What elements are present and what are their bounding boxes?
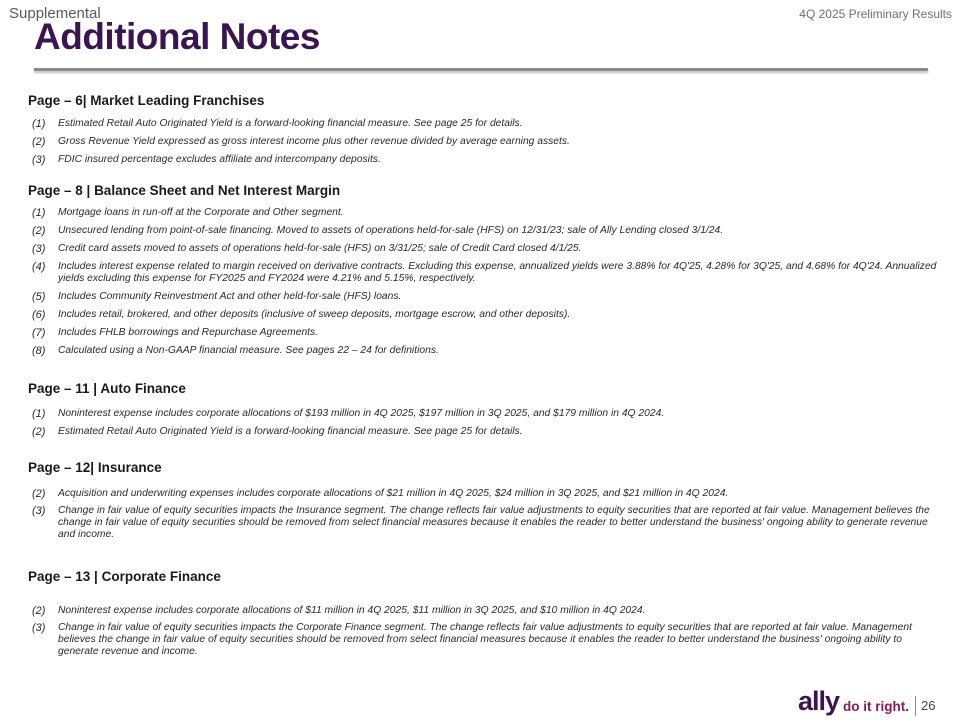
note-item <box>32 426 940 438</box>
page-number: 26 <box>921 698 936 713</box>
logo-tagline: do it right. <box>843 699 909 714</box>
note-text: Change in fair value of equity securities impacts the Insurance segment. The change reflects fair value adjustments to equity securities that are reported at fair value. Management believes the change in fair value of equity securities should be removed from select financial measures because it enables the reader to better understand the business' ongoing ability to generate revenue and income. <box>58 505 930 540</box>
note-item <box>32 291 940 303</box>
note-text: Change in fair value of equity securities impacts the Corporate Finance segment. The change reflects fair value adjustments to equity securities that are reported at fair value. Management believes the change in fair value of equity securities should be removed from select financial measures because it enables the reader to better understand the business' ongoing ability to generate revenue and income. <box>58 622 912 657</box>
note-number: (4) <box>32 261 46 273</box>
note-text: Estimated Retail Auto Originated Yield is a forward-looking financial measure. See page 25 for details. <box>58 118 523 129</box>
title-divider <box>34 68 928 71</box>
note-number: (8) <box>32 345 46 357</box>
note-number: (3) <box>32 243 46 255</box>
note-text: Calculated using a Non-GAAP financial measure. See pages 22 – 24 for definitions. <box>58 345 439 356</box>
note-number: (1) <box>32 118 46 130</box>
section-title-page-12: Page – 12| Insurance <box>28 460 162 475</box>
note-number: (2) <box>32 225 46 237</box>
note-text: Includes FHLB borrowings and Repurchase Agreements. <box>58 327 319 338</box>
note-item <box>32 207 940 219</box>
note-text: Includes Community Reinvestment Act and other held-for-sale (HFS) loans. <box>58 291 402 302</box>
note-text: Noninterest expense includes corporate allocations of $193 million in 4Q 2025, $197 million in 3Q 2025, and $179 million in 4Q 2024. <box>58 408 665 419</box>
note-item <box>32 136 940 148</box>
note-number: (5) <box>32 291 46 303</box>
note-item <box>32 505 940 541</box>
note-item <box>32 408 940 420</box>
note-number: (2) <box>32 426 46 438</box>
note-text: Credit card assets moved to assets of operations held-for-sale (HFS) on 3/31/25; sale of Credit Card closed 4/1/25. <box>58 243 582 254</box>
note-item <box>32 309 940 321</box>
section-title-page-6: Page – 6| Market Leading Franchises <box>28 93 265 108</box>
note-number: (2) <box>32 136 46 148</box>
note-item <box>32 154 940 166</box>
note-text: Includes interest expense related to margin received on derivative contracts. Excluding this expense, annualized yields were 3.88% for 4Q'25, 4.28% for 3Q'25, and 4.68% for 4Q'24. Annualized yields excluding this expense for FY2025 and FY2024 were 4.21% and 5.15%, respectively. <box>58 261 937 284</box>
note-item <box>32 327 940 339</box>
note-item <box>32 243 940 255</box>
note-number: (2) <box>32 605 46 617</box>
note-item <box>32 345 940 357</box>
note-text: Acquisition and underwriting expenses includes corporate allocations of $21 million in 4Q 2025, $24 million in 3Q 2025, and $21 million in 4Q 2024. <box>58 488 729 499</box>
note-item <box>32 118 940 130</box>
note-number: (2) <box>32 488 46 500</box>
note-number: (7) <box>32 327 46 339</box>
report-label: 4Q 2025 Preliminary Results <box>799 7 952 21</box>
footer-divider <box>915 696 916 716</box>
note-item <box>32 488 940 500</box>
note-item <box>32 622 940 658</box>
note-text: Gross Revenue Yield expressed as gross interest income plus other revenue divided by average earning assets. <box>58 136 570 147</box>
note-text: Unsecured lending from point-of-sale financing. Moved to assets of operations held-for-sale (HFS) on 12/31/23; sale of Ally Lending closed 3/1/24. <box>58 225 724 236</box>
note-text: Mortgage loans in run-off at the Corporate and Other segment. <box>58 207 344 218</box>
note-item <box>32 605 940 617</box>
note-item <box>32 225 940 237</box>
section-title-page-13: Page – 13 | Corporate Finance <box>28 569 221 584</box>
note-item <box>32 261 940 285</box>
logo-wordmark: ally <box>798 686 840 716</box>
section-label: Supplemental <box>9 5 101 22</box>
section-title-page-11: Page – 11 | Auto Finance <box>28 381 186 396</box>
note-number: (3) <box>32 622 46 634</box>
note-number: (1) <box>32 207 46 219</box>
note-text: Includes retail, brokered, and other deposits (inclusive of sweep deposits, mortgage escrow, and other deposits). <box>58 309 571 320</box>
note-text: Estimated Retail Auto Originated Yield is a forward-looking financial measure. See page 25 for details. <box>58 426 523 437</box>
section-title-page-8: Page – 8 | Balance Sheet and Net Interest Margin <box>28 183 341 198</box>
note-text: Noninterest expense includes corporate allocations of $11 million in 4Q 2025, $11 million in 3Q 2025, and $10 million in 4Q 2024. <box>58 605 646 616</box>
note-text: FDIC insured percentage excludes affiliate and intercompany deposits. <box>58 154 381 165</box>
note-number: (3) <box>32 505 46 517</box>
note-number: (6) <box>32 309 46 321</box>
page-title: Additional Notes <box>34 16 320 57</box>
note-number: (1) <box>32 408 46 420</box>
note-number: (3) <box>32 154 46 166</box>
